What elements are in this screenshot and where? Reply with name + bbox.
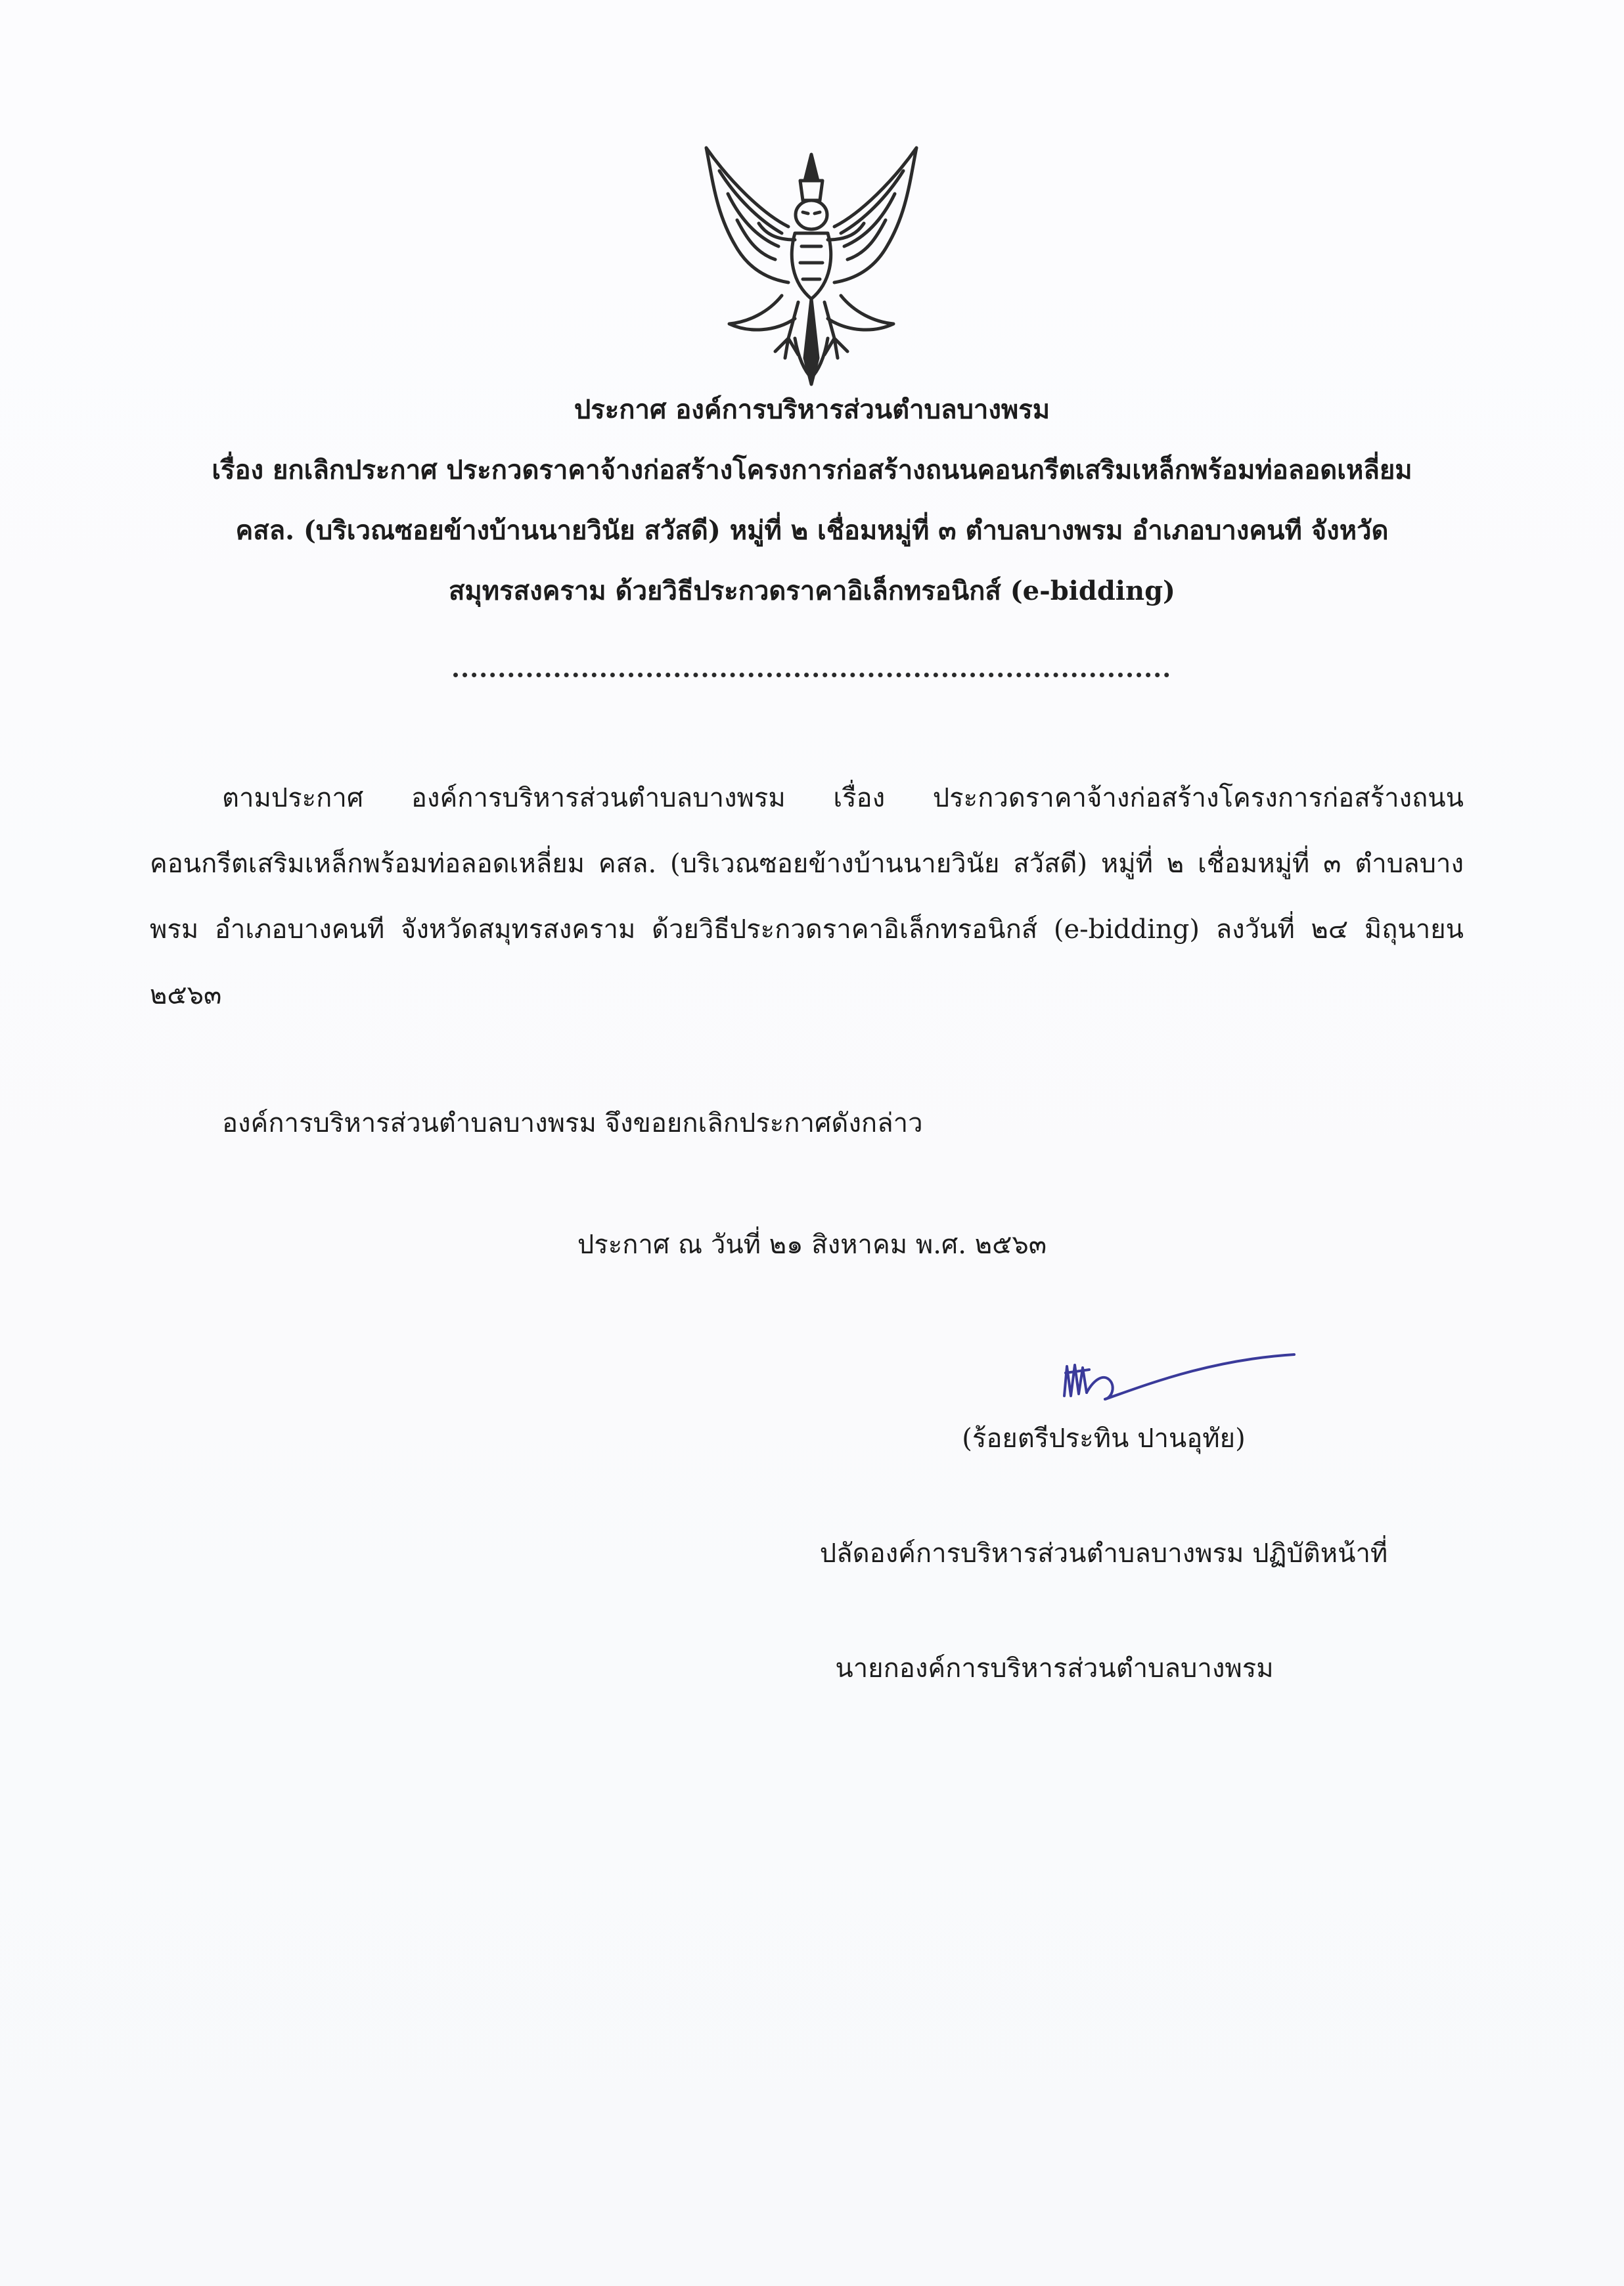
handwritten-signature-icon — [1058, 1340, 1301, 1412]
signatory-position-1: ปลัดองค์การบริหารส่วนตำบลบางพรม ปฏิบัติหน้าที่ — [819, 1538, 1388, 1569]
announcement-subject — [131, 440, 1493, 621]
body-paragraph-2: องค์การบริหารส่วนตำบลบางพรม จึงขอยกเลิกประกาศดังกล่าว — [222, 1108, 923, 1138]
announcement-date: ประกาศ ณ วันที่ ๒๑ สิงหาคม พ.ศ. ๒๕๖๓ — [577, 1230, 1047, 1260]
body-paragraph-1: ตามประกาศ องค์การบริหารส่วนตำบลบางพรม เรื่อง ประกวดราคาจ้างก่อสร้างโครงการก่อสร้างถนนคอนกรีตเสริมเหล็กพร้อมท่อลอดเหลี่ยม คสล. (บริเวณซอยข้างบ้านนายวินัย สวัสดี) หมู่ที่ ๒ เชื่อมหมู่ที่ ๓ ตำบลบางพรม อำเภอบางคนที จังหวัดสมุทรสงคราม ด้วยวิธีประกวดราคาอิเล็กทรอนิกส์ (e-bidding) ลงวันที่ ๒๔ มิถุนายน ๒๕๖๓ — [150, 783, 1464, 1010]
signatory-name: (ร้อยตรีประทิน ปานอุทัย) — [962, 1423, 1246, 1454]
subject-line-2: คสล. (บริเวณซอยข้างบ้านนายวินัย สวัสดี) หมู่ที่ ๒ เชื่อมหมู่ที่ ๓ ตำบลบางพรม อำเภอบางคนที จังหวัด — [235, 515, 1389, 546]
subject-text-1: ยกเลิกประกาศ ประกวดราคาจ้างก่อสร้างโครงการก่อสร้างถนนคอนกรีตเสริมเหล็กพร้อมท่อลอดเหลี่ยม — [273, 455, 1412, 485]
subject-label: เรื่อง — [212, 455, 264, 485]
dotted-divider — [453, 663, 1169, 677]
announcement-title: ประกาศ องค์การบริหารส่วนตำบลบางพรม — [574, 394, 1050, 425]
subject-line-1 — [131, 440, 1493, 501]
subject-line-3: สมุทรสงคราม ด้วยวิธีประกวดราคาอิเล็กทรอนิกส์ (e-bidding) — [449, 575, 1175, 606]
signatory-position-2: นายกองค์การบริหารส่วนตำบลบางพรม — [835, 1653, 1274, 1684]
garuda-emblem-icon — [690, 141, 933, 391]
